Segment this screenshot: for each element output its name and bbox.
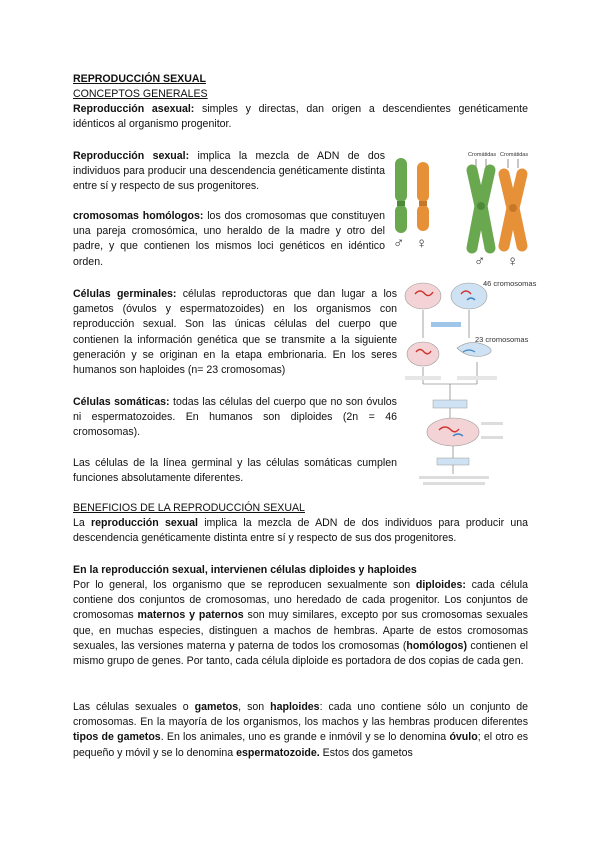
chromosome-figure bbox=[390, 148, 540, 270]
cromatidas-label-right: Cromátidas bbox=[500, 152, 529, 158]
cell-second-row-left bbox=[407, 342, 439, 366]
paragraph-celulas-germinales: Células germinales: células reproductoras que dan lugar a los gametos (óvulos y espermatozoides) en los organismos con reproducción sexual. Son las únicas células del cuerpo que contienen la información genética que se transmite a la siguiente generación y se originan en la etapa embrionaria. En los seres humanos son haploides (n= 23 cromosomas) bbox=[73, 288, 397, 377]
paragraph-beneficios: La reproducción sexual implica la mezcla de ADN de dos individuos para producir una descendencia genéticamente distinta entre sí y respecto de sus dos progenitores. bbox=[73, 517, 529, 545]
male-symbol-right: ♂ bbox=[474, 253, 486, 270]
cromatidas-label-left: Cromátidas bbox=[468, 152, 497, 158]
paragraph-cromosomas-homologos: cromosomas homólogos: los dos cromosomas que constituyen una pareja cromosómica, uno heraldo de la madre y otro del padre, y que contienen los mismos loci genéticos en idéntico orden. bbox=[73, 210, 385, 268]
female-symbol-right: ♀ bbox=[507, 253, 519, 270]
paragraph-reproduccion-asexual: Reproducción asexual: simples y directas, dan origen a descendientes genéticamente idénticos al organismo progenitor. bbox=[73, 103, 529, 131]
female-chromosome-single bbox=[417, 162, 429, 231]
page-title: REPRODUCCIÓN SEXUAL bbox=[73, 73, 207, 85]
paragraph-diploides: Por lo general, los organismo que se reproducen sexualmente son diploides: cada célula contiene dos conjuntos de cromosomas, uno heredado de cada progenitor. Los conjuntos de cromosomas maternos y paternos son muy similares, excepto por sus cromosomas sexuales que, en muchas especies, distinguen a machos de hembras. Aparte de estos cromosomas sexuales, las versiones materna y paterna de todos los cromosomas (homólogos) contienen el mismo grupo de genes. Por tanto, cada célula diploide es portadora de dos copias de cada gen. bbox=[73, 579, 529, 668]
paragraph-gametos: Las células sexuales o gametos, son haploides: cada uno contiene sólo un conjunto de cromosomas. En la mayoría de los organismos, los machos y las hembras producen diferentes tipos de gametos. En los animales, uno es grande e inmóvil y se lo denomina óvulo; el otro es pequeño y móvil y se lo denomina espermatozoide. Estos dos gametos bbox=[73, 701, 529, 759]
paragraph-celulas-somaticas: Células somáticas: todas las células del cuerpo que no son óvulos ni espermatozoides. En humanos son diploides (2n = 46 cromosomas). bbox=[73, 396, 397, 439]
section-heading-conceptos: CONCEPTOS GENERALES bbox=[73, 88, 208, 100]
male-chromosome-single bbox=[395, 158, 407, 233]
paragraph-linea-germinal: Las células de la línea germinal y las células somáticas cumplen funciones absolutamente diferentes. bbox=[73, 457, 397, 485]
label-46-cromosomas: 46 cromosomas bbox=[483, 279, 537, 288]
male-chromosome-duplicated bbox=[472, 170, 490, 248]
female-chromosome-duplicated bbox=[504, 174, 522, 246]
female-symbol-left: ♀ bbox=[416, 235, 428, 252]
label-23-cromosomas: 23 cromosomas bbox=[475, 335, 529, 344]
germ-cell-top-right bbox=[451, 283, 487, 309]
somatic-cell-top-left bbox=[405, 283, 441, 309]
paragraph-reproduccion-sexual: Reproducción sexual: implica la mezcla de ADN de dos individuos para producir una descendencia genéticamente distinta entre sí y respecto de sus progenitores. bbox=[73, 150, 386, 193]
germline-diagram bbox=[397, 272, 537, 494]
male-symbol-left: ♂ bbox=[393, 235, 405, 252]
subheading-diploides-haploides: En la reproducción sexual, intervienen células diploides y haploides bbox=[73, 564, 417, 576]
section-heading-beneficios: BENEFICIOS DE LA REPRODUCCIÓN SEXUAL bbox=[73, 502, 305, 514]
